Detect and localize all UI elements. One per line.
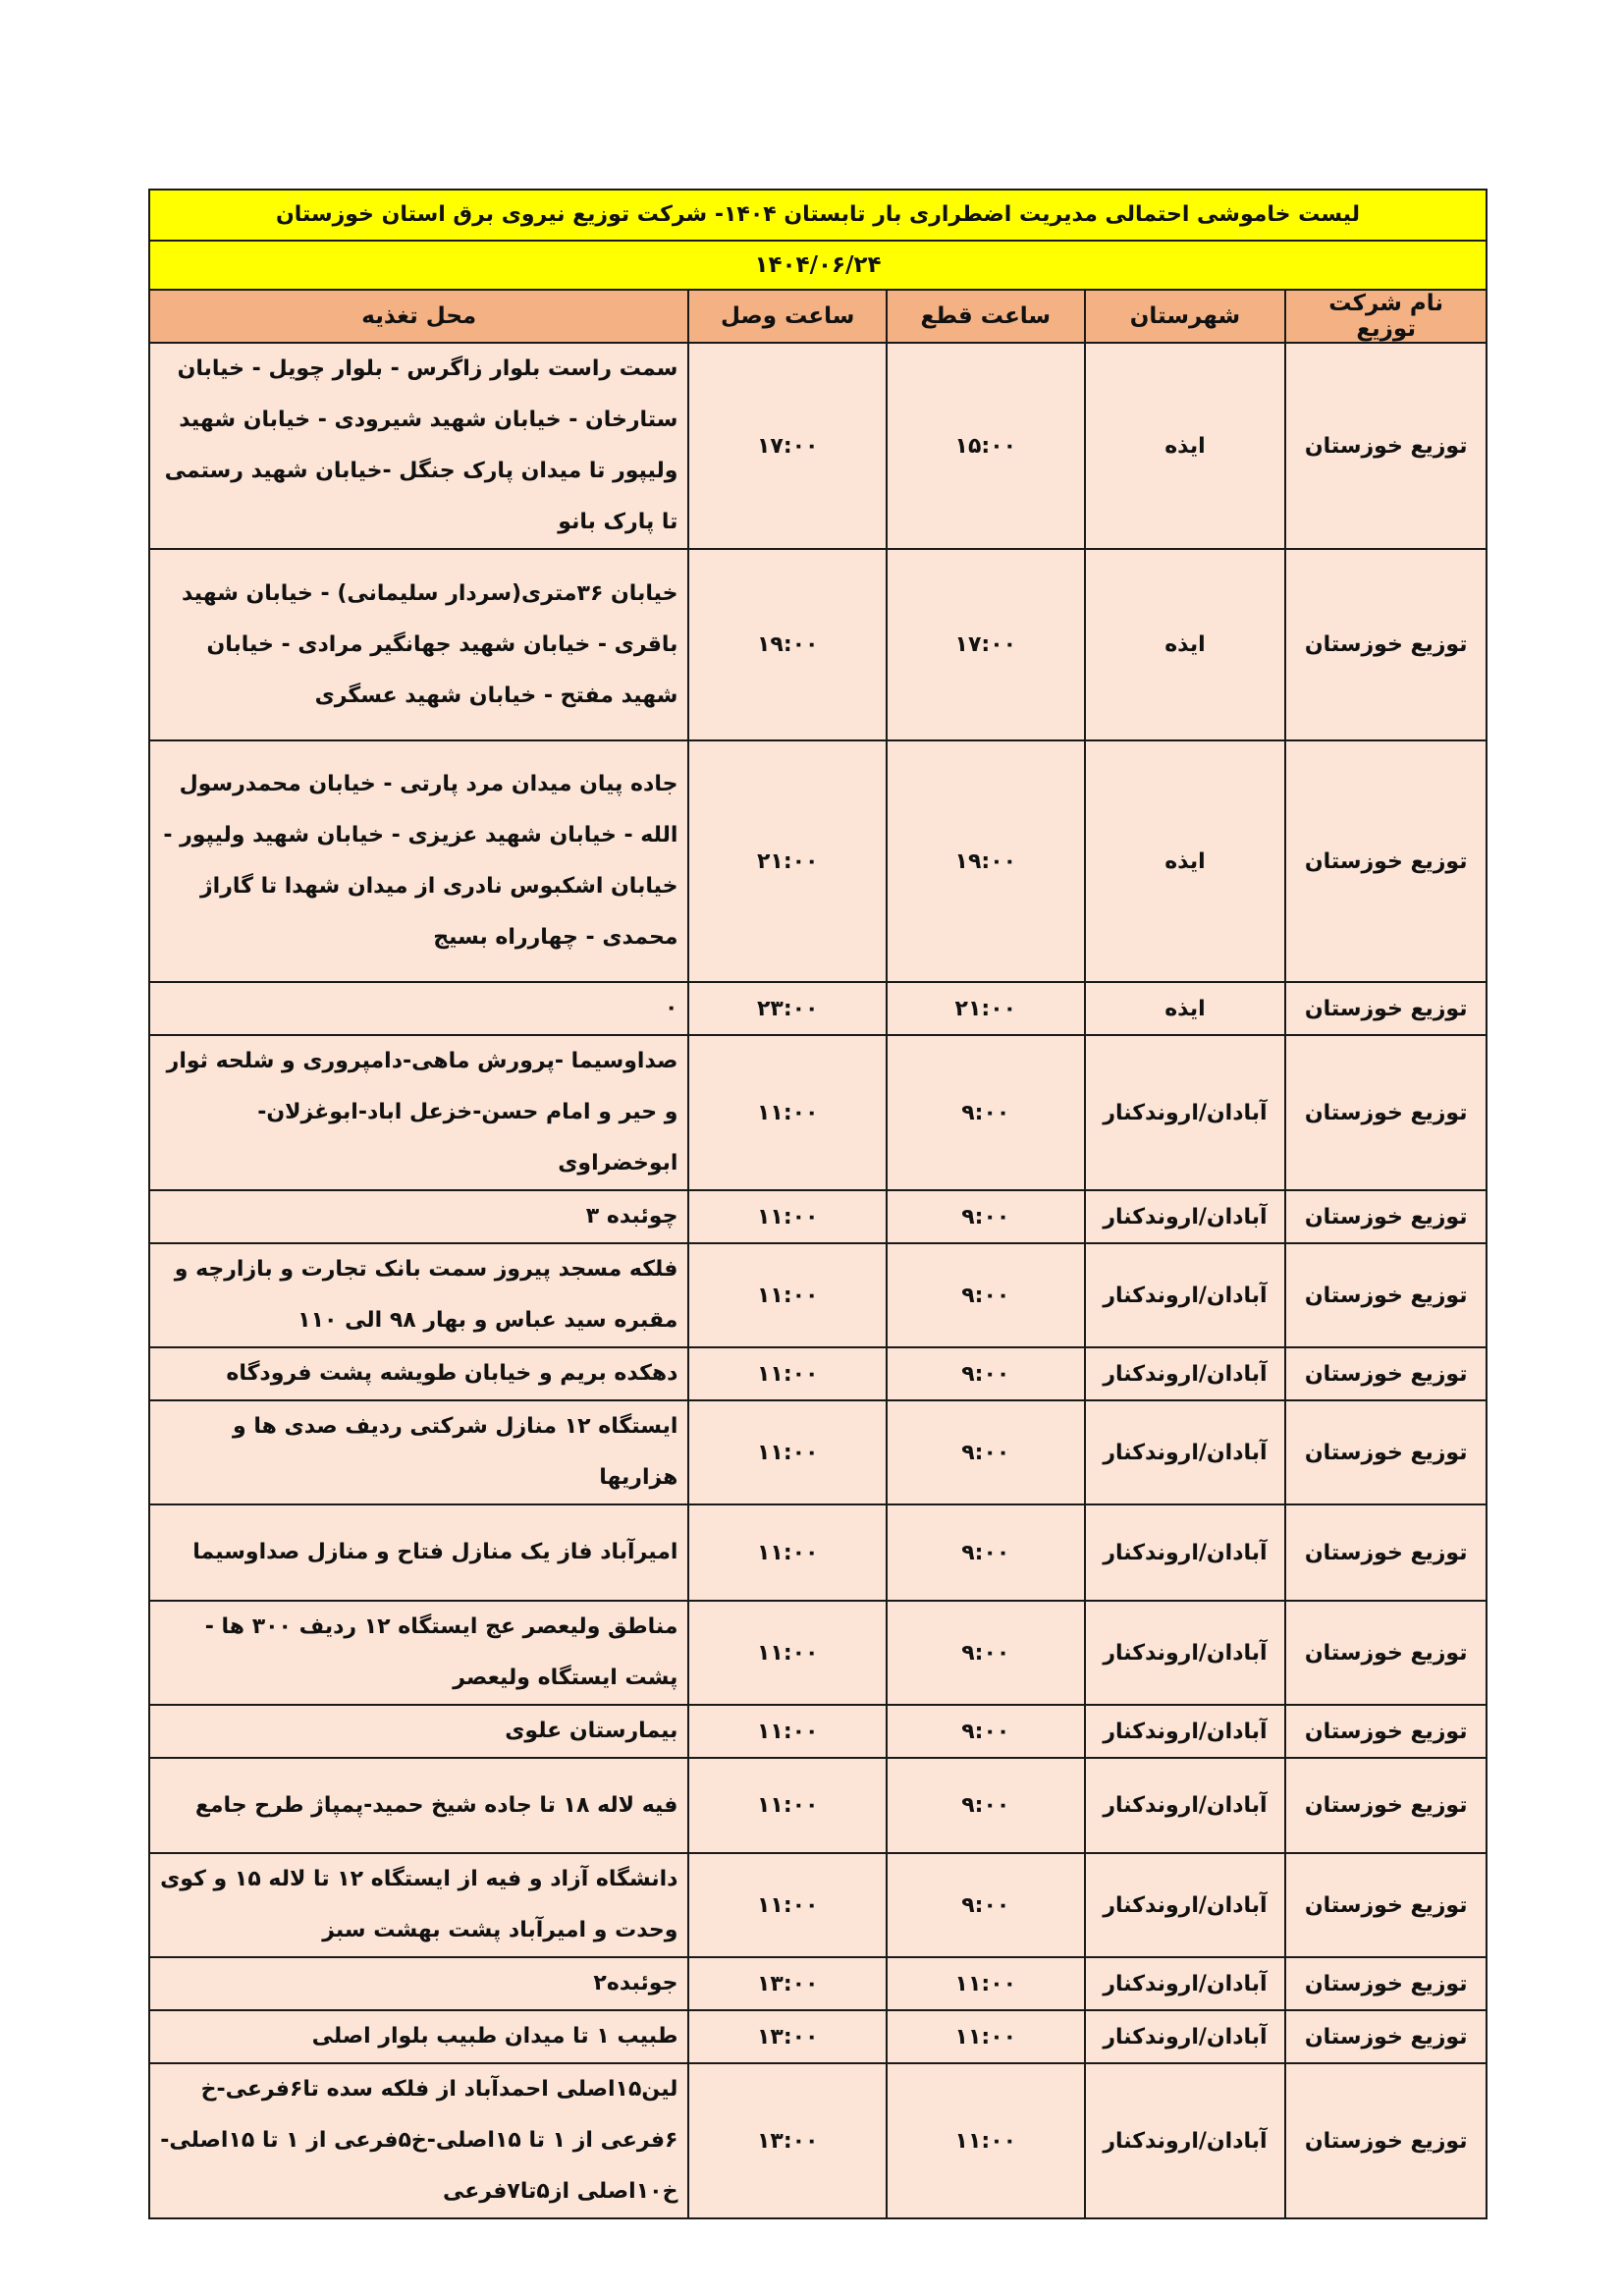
company-cell: توزیع خوزستان xyxy=(1285,2010,1487,2063)
feed-location-cell: بیمارستان علوی xyxy=(149,1705,688,1758)
feed-location-cell: ۰ xyxy=(149,982,688,1035)
city-cell: آبادان/اروندکنار xyxy=(1085,1853,1286,1957)
city-cell: آبادان/اروندکنار xyxy=(1085,1243,1286,1347)
cut-time-cell: ۱۱:۰۰ xyxy=(887,2063,1085,2218)
feed-location-cell: دهکده بریم و خیابان طویشه پشت فرودگاه xyxy=(149,1347,688,1400)
company-cell: توزیع خوزستان xyxy=(1285,1758,1487,1853)
table-row xyxy=(149,1601,1487,1705)
company-cell: توزیع خوزستان xyxy=(1285,1347,1487,1400)
connect-time-cell: ۱۳:۰۰ xyxy=(688,2063,887,2218)
city-cell: ایذه xyxy=(1085,549,1286,740)
table-row xyxy=(149,1758,1487,1853)
title-row xyxy=(149,190,1487,241)
city-cell: ایذه xyxy=(1085,982,1286,1035)
header-connect-time: ساعت وصل xyxy=(688,290,887,343)
feed-location-cell: مناطق ولیعصر عج ایستگاه ۱۲ ردیف ۳۰۰ ها - پشت ایستگاه ولیعصر xyxy=(149,1601,688,1705)
connect-time-cell: ۱۱:۰۰ xyxy=(688,1504,887,1601)
company-cell: توزیع خوزستان xyxy=(1285,740,1487,982)
cut-time-cell: ۹:۰۰ xyxy=(887,1601,1085,1705)
outage-table xyxy=(148,189,1488,2219)
connect-time-cell: ۱۱:۰۰ xyxy=(688,1853,887,1957)
connect-time-cell: ۱۱:۰۰ xyxy=(688,1705,887,1758)
company-cell: توزیع خوزستان xyxy=(1285,1243,1487,1347)
company-cell: توزیع خوزستان xyxy=(1285,982,1487,1035)
city-cell: ایذه xyxy=(1085,740,1286,982)
connect-time-cell: ۱۹:۰۰ xyxy=(688,549,887,740)
header-cut-time: ساعت قطع xyxy=(887,290,1085,343)
city-cell: آبادان/اروندکنار xyxy=(1085,2063,1286,2218)
connect-time-cell: ۱۱:۰۰ xyxy=(688,1243,887,1347)
cut-time-cell: ۹:۰۰ xyxy=(887,1705,1085,1758)
city-cell: آبادان/اروندکنار xyxy=(1085,1504,1286,1601)
feed-location-cell: فیه لاله ۱۸ تا جاده شیخ حمید-پمپاژ طرح جامع xyxy=(149,1758,688,1853)
cut-time-cell: ۹:۰۰ xyxy=(887,1853,1085,1957)
cut-time-cell: ۹:۰۰ xyxy=(887,1347,1085,1400)
connect-time-cell: ۱۱:۰۰ xyxy=(688,1601,887,1705)
city-cell: آبادان/اروندکنار xyxy=(1085,1758,1286,1853)
connect-time-cell: ۲۱:۰۰ xyxy=(688,740,887,982)
connect-time-cell: ۱۱:۰۰ xyxy=(688,1035,887,1190)
company-cell: توزیع خوزستان xyxy=(1285,2063,1487,2218)
header-company: نام شرکت توزیع xyxy=(1285,290,1487,343)
date-row xyxy=(149,241,1487,290)
table-row xyxy=(149,1957,1487,2010)
cut-time-cell: ۱۹:۰۰ xyxy=(887,740,1085,982)
cut-time-cell: ۱۷:۰۰ xyxy=(887,549,1085,740)
city-cell: ایذه xyxy=(1085,343,1286,549)
company-cell: توزیع خوزستان xyxy=(1285,1601,1487,1705)
city-cell: آبادان/اروندکنار xyxy=(1085,2010,1286,2063)
table-row xyxy=(149,1504,1487,1601)
table-row xyxy=(149,1853,1487,1957)
table-row xyxy=(149,549,1487,740)
feed-location-cell: چوئبده ۳ xyxy=(149,1190,688,1243)
city-cell: آبادان/اروندکنار xyxy=(1085,1400,1286,1504)
connect-time-cell: ۱۳:۰۰ xyxy=(688,2010,887,2063)
cut-time-cell: ۹:۰۰ xyxy=(887,1400,1085,1504)
feed-location-cell: دانشگاه آزاد و فیه از ایستگاه ۱۲ تا لاله ۱۵ و کوی وحدت و امیرآباد پشت بهشت سبز xyxy=(149,1853,688,1957)
connect-time-cell: ۱۱:۰۰ xyxy=(688,1190,887,1243)
connect-time-cell: ۱۱:۰۰ xyxy=(688,1400,887,1504)
feed-location-cell: جوئبده۲ xyxy=(149,1957,688,2010)
connect-time-cell: ۱۱:۰۰ xyxy=(688,1758,887,1853)
table-row xyxy=(149,1705,1487,1758)
company-cell: توزیع خوزستان xyxy=(1285,1190,1487,1243)
company-cell: توزیع خوزستان xyxy=(1285,343,1487,549)
feed-location-cell: خیابان ۳۶متری(سردار سلیمانی) - خیابان شهید باقری - خیابان شهید جهانگیر مرادی - خیابان شهید مفتح - خیابان شهید عسگری xyxy=(149,549,688,740)
feed-location-cell: لین۱۵اصلی احمدآباد از فلکه سده تا۶فرعی-خ ۶فرعی از ۱ تا ۱۵اصلی-خ۵فرعی از ۱ تا ۱۵اصلی-خ۱۰اصلی از۵تا۷فرعی xyxy=(149,2063,688,2218)
cut-time-cell: ۹:۰۰ xyxy=(887,1190,1085,1243)
table-row xyxy=(149,1347,1487,1400)
cut-time-cell: ۹:۰۰ xyxy=(887,1035,1085,1190)
feed-location-cell: صداوسیما -پرورش ماهی-دامپروری و شلحه ثوار و حیر و امام حسن-خزعل اباد-ابوغزلان-ابوخضراوی xyxy=(149,1035,688,1190)
header-feed-location: محل تغذیه xyxy=(149,290,688,343)
feed-location-cell: امیرآباد فاز یک منازل فتاح و منازل صداوسیما xyxy=(149,1504,688,1601)
table-row xyxy=(149,343,1487,549)
company-cell: توزیع خوزستان xyxy=(1285,1504,1487,1601)
document-date: ۱۴۰۴/۰۶/۲۴ xyxy=(149,241,1487,290)
cut-time-cell: ۲۱:۰۰ xyxy=(887,982,1085,1035)
table-row xyxy=(149,1400,1487,1504)
table-row xyxy=(149,2010,1487,2063)
table-row xyxy=(149,740,1487,982)
company-cell: توزیع خوزستان xyxy=(1285,1035,1487,1190)
city-cell: آبادان/اروندکنار xyxy=(1085,1705,1286,1758)
company-cell: توزیع خوزستان xyxy=(1285,1705,1487,1758)
cut-time-cell: ۱۱:۰۰ xyxy=(887,2010,1085,2063)
city-cell: آبادان/اروندکنار xyxy=(1085,1347,1286,1400)
city-cell: آبادان/اروندکنار xyxy=(1085,1190,1286,1243)
table-row xyxy=(149,1190,1487,1243)
company-cell: توزیع خوزستان xyxy=(1285,549,1487,740)
table-row xyxy=(149,2063,1487,2218)
cut-time-cell: ۹:۰۰ xyxy=(887,1504,1085,1601)
cut-time-cell: ۱۱:۰۰ xyxy=(887,1957,1085,2010)
feed-location-cell: جاده پیان میدان مرد پارتی - خیابان محمدرسول الله - خیابان شهید عزیزی - خیابان شهید ولیپور - خیابان اشکبوس نادری از میدان شهدا تا گاراژ محمدی - چهارراه بسیج xyxy=(149,740,688,982)
connect-time-cell: ۲۳:۰۰ xyxy=(688,982,887,1035)
table-row xyxy=(149,982,1487,1035)
table-body xyxy=(149,343,1487,2218)
company-cell: توزیع خوزستان xyxy=(1285,1853,1487,1957)
connect-time-cell: ۱۱:۰۰ xyxy=(688,1347,887,1400)
city-cell: آبادان/اروندکنار xyxy=(1085,1601,1286,1705)
outage-schedule-sheet xyxy=(148,189,1488,2219)
document-title: لیست خاموشی احتمالی مدیریت اضطراری بار تابستان ۱۴۰۴- شرکت توزیع نیروی برق استان خوزستان xyxy=(149,190,1487,241)
connect-time-cell: ۱۷:۰۰ xyxy=(688,343,887,549)
cut-time-cell: ۱۵:۰۰ xyxy=(887,343,1085,549)
company-cell: توزیع خوزستان xyxy=(1285,1957,1487,2010)
feed-location-cell: ایستگاه ۱۲ منازل شرکتی ردیف صدی ها و هزاریها xyxy=(149,1400,688,1504)
feed-location-cell: فلکه مسجد پیروز سمت بانک تجارت و بازارچه و مقبره سید عباس و بهار ۹۸ الی ۱۱۰ xyxy=(149,1243,688,1347)
connect-time-cell: ۱۳:۰۰ xyxy=(688,1957,887,2010)
column-header-row xyxy=(149,290,1487,343)
cut-time-cell: ۹:۰۰ xyxy=(887,1758,1085,1853)
cut-time-cell: ۹:۰۰ xyxy=(887,1243,1085,1347)
header-city: شهرستان xyxy=(1085,290,1286,343)
table-row xyxy=(149,1035,1487,1190)
city-cell: آبادان/اروندکنار xyxy=(1085,1035,1286,1190)
feed-location-cell: طبیب ۱ تا میدان طبیب بلوار اصلی xyxy=(149,2010,688,2063)
feed-location-cell: سمت راست بلوار زاگرس - بلوار چویل - خیابان ستارخان - خیابان شهید شیرودی - خیابان شهید ولیپور تا میدان پارک جنگل -خیابان شهید رستمی تا پارک بانو xyxy=(149,343,688,549)
table-row xyxy=(149,1243,1487,1347)
city-cell: آبادان/اروندکنار xyxy=(1085,1957,1286,2010)
company-cell: توزیع خوزستان xyxy=(1285,1400,1487,1504)
